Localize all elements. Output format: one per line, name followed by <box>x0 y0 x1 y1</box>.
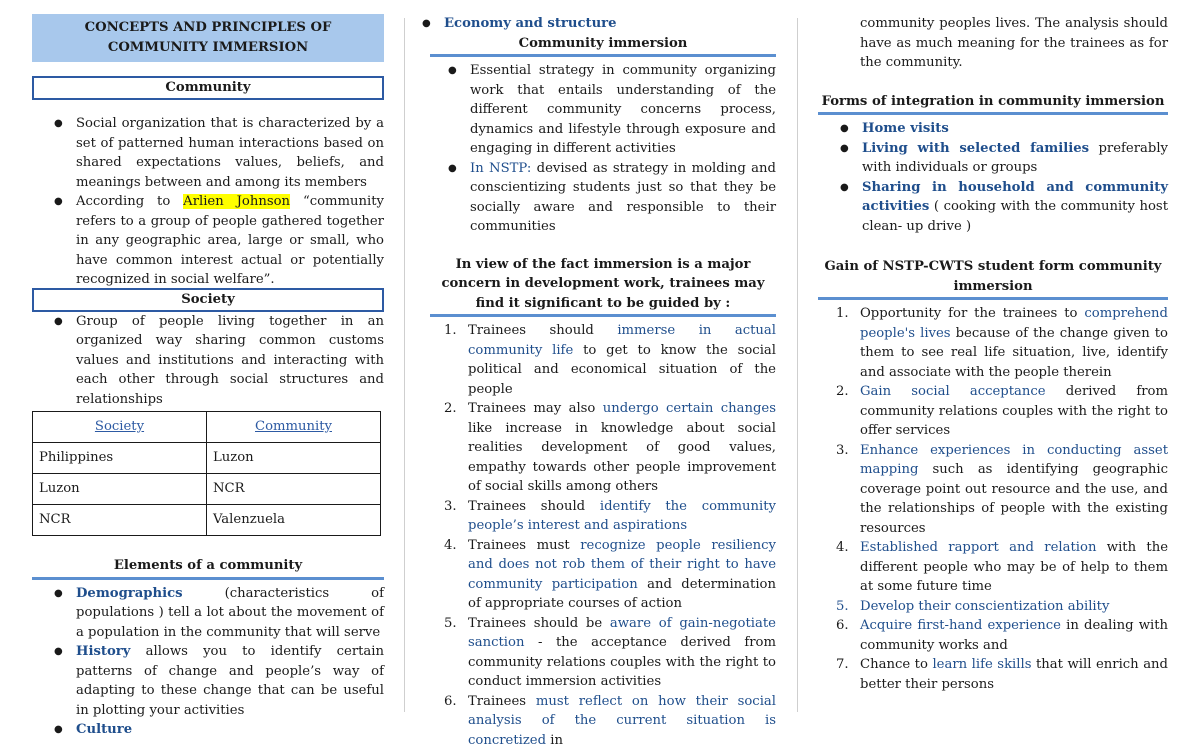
immersion-heading: Community immersion <box>430 34 776 54</box>
document-title: CONCEPTS AND PRINCIPLES OF COMMUNITY IMMERSION <box>32 14 384 62</box>
list-item: 2. Gain social acceptance derived from community relations couples with the right to offer services <box>822 382 1168 441</box>
heading-underline <box>818 297 1168 300</box>
highlighted-name: Arlien Johnson <box>183 194 290 209</box>
list-item: 5. Trainees should be aware of gain-negotiate sanction - the acceptance derived from community relations couples with the right to conduct immersion activities <box>430 614 776 692</box>
list-item: ● According to Arlien Johnson “community refers to a group of people gathered together in any geographic area, large or small, who have common interest actual or potentially recognized in social welfare”. <box>32 192 384 290</box>
column-divider <box>404 18 405 712</box>
guided-heading: In view of the fact immersion is a major concern in development work, trainees may find it significant to be guided by : <box>430 255 776 314</box>
column-1 <box>32 14 384 740</box>
list-item: ● Social organization that is characterized by a set of patterned human interactions based on shared expectations values, beliefs, and meanings between and among its members <box>32 114 384 192</box>
community-heading: Community <box>32 76 384 100</box>
list-item: 4. Trainees must recognize people resiliency and does not rob them of their right to have community participation and determination of appropriate courses of action <box>430 536 776 614</box>
list-item: 5. Develop their conscientization ability <box>822 597 1168 617</box>
list-item: ● Living with selected families preferably with individuals or groups <box>818 139 1168 178</box>
list-item: 1. Trainees should immerse in actual community life to get to know the social political and economical situation of the people <box>430 321 776 399</box>
list-item: 6. Acquire first-hand experience in dealing with community works and <box>822 616 1168 655</box>
list-item: 4. Established rapport and relation with the different people who may be of help to them at some future time <box>822 538 1168 597</box>
table-header-row <box>33 412 381 443</box>
forms-list <box>818 119 1168 236</box>
list-item: 3. Trainees should identify the community people’s interest and aspirations <box>430 497 776 536</box>
list-item: ● Economy and structure <box>400 14 776 34</box>
heading-underline <box>430 54 776 57</box>
table-cell: Valenzuela <box>207 505 381 536</box>
table-row <box>33 474 381 505</box>
table-cell: Luzon <box>33 474 207 505</box>
table-header-cell: Society <box>33 412 207 443</box>
table-cell: Philippines <box>33 443 207 474</box>
table-cell: NCR <box>207 474 381 505</box>
table-row <box>33 505 381 536</box>
column-divider <box>797 18 798 712</box>
list-item: ● Group of people living together in an organized way sharing common customs values and institutions and interacting with each other through social structures and relationships <box>32 312 384 410</box>
list-item: ● Sharing in household and community activities ( cooking with the community host clean- up drive ) <box>818 178 1168 237</box>
list-item: ● Demographics (characteristics of populations ) tell a lot about the movement of a population in the community that will serve <box>32 584 384 643</box>
community-list <box>32 114 384 290</box>
list-item: 3. Enhance experiences in conducting asset mapping such as identifying geographic coverage point out resource and the use, and the relationships of people with the existing resources <box>822 441 1168 539</box>
table-row <box>33 443 381 474</box>
list-item: 2. Trainees may also undergo certain changes like increase in knowledge about social realities development of good values, empathy towards other people improvement of social skills among others <box>430 399 776 497</box>
table-cell: Luzon <box>207 443 381 474</box>
guided-list <box>430 321 776 750</box>
continued-paragraph: community peoples lives. The analysis should have as much meaning for the trainees as for the community. <box>818 14 1168 73</box>
list-item: 7. Chance to learn life skills that will enrich and better their persons <box>822 655 1168 694</box>
table-cell: NCR <box>33 505 207 536</box>
list-item: ● History allows you to identify certain patterns of change and people’s way of adapting to these change that can be useful in plotting your activities <box>32 642 384 720</box>
gain-heading: Gain of NSTP-CWTS student form community immersion <box>818 257 1168 296</box>
column-3 <box>818 14 1168 694</box>
list-item: ● Home visits <box>818 119 1168 139</box>
society-list <box>32 312 384 410</box>
heading-underline <box>818 112 1168 115</box>
elements-list <box>32 584 384 740</box>
immersion-list <box>426 61 776 237</box>
economy-list <box>400 14 776 34</box>
gain-list <box>822 304 1168 694</box>
column-2 <box>430 14 776 750</box>
list-item: 1. Opportunity for the trainees to comprehend people's lives because of the change given to them to see real life situation, live, identify and associate with the people therein <box>822 304 1168 382</box>
society-community-table <box>32 411 381 536</box>
forms-heading: Forms of integration in community immersion <box>818 92 1168 112</box>
table-header-cell: Community <box>207 412 381 443</box>
list-item: ● Culture <box>32 720 384 740</box>
heading-underline <box>32 577 384 580</box>
society-heading: Society <box>32 288 384 312</box>
list-item: 6. Trainees must reflect on how their social analysis of the current situation is concretized in <box>430 692 776 750</box>
list-item: ● Essential strategy in community organizing work that entails understanding of the different community concerns process, dynamics and lifestyle through exposure and engaging in different activities <box>426 61 776 159</box>
elements-heading: Elements of a community <box>32 556 384 576</box>
heading-underline <box>430 314 776 317</box>
list-item: ● In NSTP: devised as strategy in molding and conscientizing students just so that they be socially aware and responsible to their communities <box>426 159 776 237</box>
